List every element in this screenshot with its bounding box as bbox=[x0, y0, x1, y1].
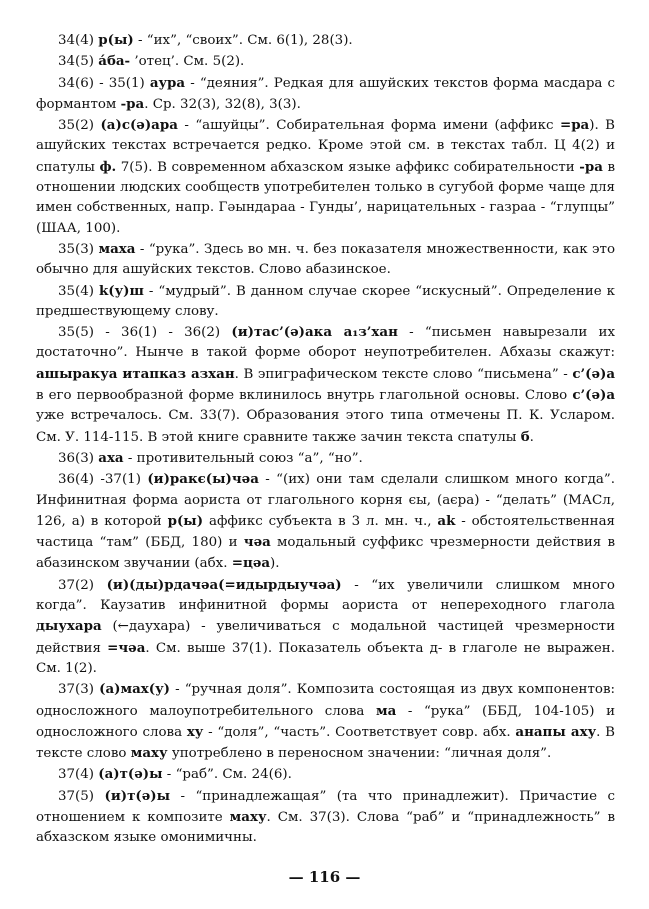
commentary-entry bbox=[36, 469, 615, 574]
commentary-entry bbox=[36, 764, 615, 785]
commentary-entry bbox=[36, 322, 615, 448]
entry-term: а́ба- bbox=[98, 53, 131, 70]
entry-term: чəа bbox=[243, 534, 271, 551]
entry-text: ). В ашуйских текстах встречается редко. Кроме этой см. в текстах табл. Ц 4(2) и спатулы bbox=[36, 118, 616, 175]
entry-text: - “рука”. Здесь во мн. ч. без показателя множественности, как это обычно для ашуйских текстов. Слово абазинское. bbox=[36, 241, 616, 278]
entry-term: с’(ə)а bbox=[572, 387, 615, 404]
commentary-entry bbox=[36, 575, 615, 679]
entry-text: 37(2) bbox=[58, 577, 107, 593]
entry-text: - “раб”. См. 24(6). bbox=[162, 767, 292, 783]
entry-term: =ра bbox=[559, 117, 590, 134]
entry-text: 36(3) bbox=[58, 450, 99, 466]
entry-term: (а)с(ə)ара bbox=[100, 117, 178, 134]
entry-term: =чəа bbox=[107, 639, 146, 656]
entry-term: ф. bbox=[99, 158, 117, 175]
entry-text: 35(5) - 36(1) - 36(2) bbox=[58, 325, 232, 341]
entry-term: ма bbox=[375, 702, 397, 719]
entry-text: . bbox=[529, 429, 534, 445]
entry-term: -ра bbox=[579, 158, 603, 175]
entry-term: =цəа bbox=[231, 555, 271, 572]
entry-term: ху bbox=[186, 723, 204, 740]
entry-text: 37(3) bbox=[58, 682, 100, 698]
commentary-entry bbox=[36, 239, 615, 281]
entry-text: - “мудрый”. В данном случае скорее “искусный”. Определение к предшествующему слову. bbox=[36, 283, 615, 319]
entry-text: . См. 37(3). Слова “раб” и “принадлежность” в абхазском языке омонимичны. bbox=[36, 809, 615, 846]
entry-term: анапы аху bbox=[515, 723, 597, 740]
entry-text: - “доля”, “часть”. Соответствует совр. абх. bbox=[203, 724, 516, 740]
entry-term: маху bbox=[130, 745, 168, 762]
entry-term: (и)(ды)рдачəа(=идырдыучəа) bbox=[106, 576, 342, 593]
entry-term: р(ы) bbox=[98, 32, 134, 48]
commentary-entries bbox=[36, 30, 615, 849]
commentary-entry bbox=[36, 448, 615, 469]
entry-text: употреблено в переносном значении: “личная доля”. bbox=[167, 746, 552, 762]
entry-term: с’(ə)а bbox=[572, 365, 615, 382]
entry-text: 35(2) bbox=[58, 118, 101, 134]
entry-term: (и)ракє(ы)чəа bbox=[147, 471, 259, 488]
entry-text: . В эпиграфическом тексте слово “письмена” - bbox=[234, 366, 573, 382]
entry-term: б bbox=[520, 428, 530, 445]
entry-text: - “рука” (ББД, 104-105) и односложного слова bbox=[36, 703, 615, 740]
commentary-entry bbox=[36, 281, 615, 323]
entry-text: - “их”, “своих”. См. 6(1), 28(3). bbox=[133, 33, 353, 48]
entry-text: . Ср. 32(3), 32(8), 3(3). bbox=[144, 96, 301, 112]
entry-term: дыухара bbox=[36, 618, 102, 635]
entry-text: - “ручная доля”. Композита состоящая из двух компонентов: односложного малоупотребительного слова bbox=[36, 682, 616, 719]
entry-term: ашыракуа итапказ азхан bbox=[36, 365, 235, 382]
entry-text: 37(4) bbox=[58, 767, 99, 783]
commentary-entry bbox=[36, 679, 615, 764]
entry-text: в отношении людских сообществ употребителен только в сугубой форме чаще для имен собственных, напр. Гəындараа - Гунды’, нарицательных - газраа - “глупцы” (ШАА, 100). bbox=[36, 159, 616, 236]
entry-text: модальный суффикс чрезмерности действия в абазинском звучании (абх. bbox=[36, 535, 615, 572]
entry-text: уже встречалось. См. 33(7). Образования этого типа отмечены П. К. Усларом. См. У. 114-115. В этой книге сравните также зачин текста спатулы bbox=[36, 408, 615, 445]
entry-term: р(ы) bbox=[167, 512, 204, 529]
commentary-entry bbox=[36, 73, 615, 116]
entry-text: 34(6) - 35(1) bbox=[58, 75, 150, 91]
entry-text: 36(4) -37(1) bbox=[58, 472, 148, 488]
entry-term: (и)т(ə)ы bbox=[104, 787, 170, 804]
entry-term: (и)тас’(ə)ака а₁з’хан bbox=[231, 324, 398, 341]
page-number: — 116 — bbox=[288, 868, 361, 886]
entry-term: маха bbox=[98, 240, 136, 257]
entry-text: 7(5). В современном абхазском языке аффикс собирательности bbox=[116, 159, 580, 175]
entry-term: аура bbox=[149, 74, 186, 91]
entry-text: ’отец’. См. 5(2). bbox=[130, 54, 245, 70]
entry-text: 34(5) bbox=[58, 54, 99, 70]
entry-text: - противительный союз “а”, “но”. bbox=[123, 450, 363, 466]
entry-text: . В тексте слово bbox=[36, 724, 615, 762]
entry-text: ). bbox=[270, 556, 280, 572]
entry-term: аха bbox=[98, 449, 124, 466]
entry-text: аффикс субъекта в 3 л. мн. ч., bbox=[203, 513, 438, 529]
entry-text: - “принадлежащая” (та что принадлежит). Причастие с отношением к композите bbox=[36, 788, 616, 825]
entry-text: 35(4) bbox=[58, 283, 99, 299]
entry-term: k(у)ш bbox=[98, 282, 144, 299]
entry-text: 35(3) bbox=[58, 241, 99, 257]
entry-text: в его первообразной форме вклинилось внутрь глагольной основы. Слово bbox=[36, 388, 573, 404]
entry-text: - “(их) они там сделали слишком много когда”. Инфинитная форма аориста от глагольного корня єы, (аєра) - “делать” (МАСл, 126, а) в которой bbox=[36, 472, 616, 529]
entry-text: 37(5) bbox=[58, 788, 105, 804]
commentary-entry bbox=[36, 30, 615, 51]
commentary-entry bbox=[36, 115, 615, 239]
entry-text: - “деяния”. Редкая для ашуйских текстов форма масдара с формантом bbox=[36, 75, 615, 112]
entry-text: - обстоятельственная частица “там” (ББД, 180) и bbox=[36, 513, 616, 551]
entry-term: аk bbox=[437, 512, 456, 529]
commentary-entry bbox=[36, 786, 615, 849]
entry-text: - “письмен навырезали их достаточно”. Нынче в такой форме оборот неупотребителен. Абхазы скажут: bbox=[36, 325, 615, 361]
entry-term: (а)т(ə)ы bbox=[98, 766, 163, 783]
entry-text: - “их увеличили слишком много когда”. Каузатив инфинитной формы аориста от непереходного глагола bbox=[36, 577, 615, 614]
commentary-entry bbox=[36, 51, 615, 72]
entry-term: -ра bbox=[120, 95, 145, 112]
entry-text: 34(4) bbox=[58, 33, 99, 48]
entry-term: (а)мах(у) bbox=[99, 681, 170, 698]
entry-text: (←дауxара) - увеличиваться с модальной частицей чрезмерности действия bbox=[36, 619, 615, 656]
entry-text: . См. выше 37(1). Показатель объекта д- в глаголе не выражен. См. 1(2). bbox=[36, 640, 615, 676]
entry-text: - “ашуйцы”. Собирательная форма имени (аффикс bbox=[177, 118, 560, 134]
entry-term: маху bbox=[229, 808, 267, 825]
